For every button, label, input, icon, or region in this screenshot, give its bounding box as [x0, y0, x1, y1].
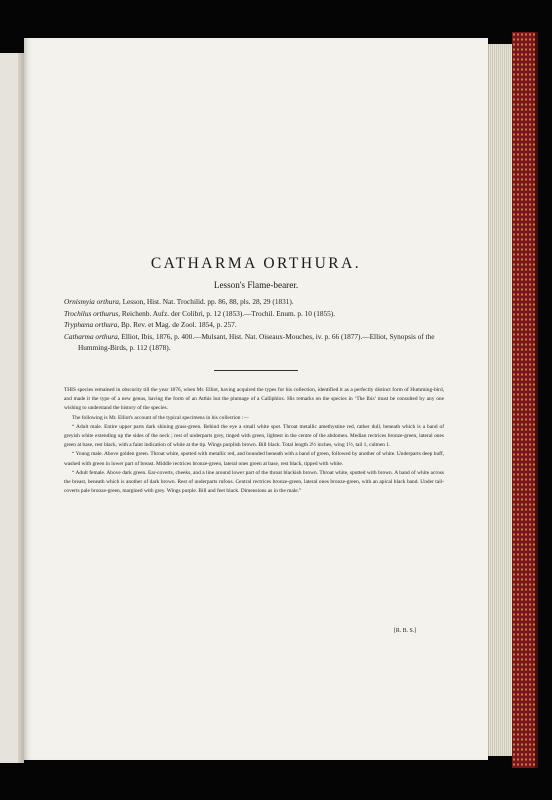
body-paragraph: The following is Mr. Elliot's account of the typical specimens in his collection :— — [72, 414, 249, 421]
reference-text: Bp. Rev. et Mag. de Zool. 1854, p. 257. — [120, 320, 237, 329]
reference-text: Elliot, Ibis, 1876, p. 400.—Mulsant, Hist. Nat. Oiseaux-Mouches, iv. p. 66 (1877).—Elliot, Synopsis of the Humming-Birds, p. 112 (1878). — [78, 331, 435, 352]
left-page-edge — [0, 53, 24, 763]
reference-name: Tryphæna orthura, — [64, 320, 120, 329]
author-signature: [R. B. S.] — [394, 628, 417, 634]
page-stack-edge — [488, 44, 513, 756]
body-paragraph: “ Young male. Above golden green. Throat white, spotted with metallic red, and bounded beneath with a band of green, followed by another of white. Underparts deep buff, washed with green in lower part of breast. Middle rectrices bronze-green, lateral ones green at base, rest black, tipped with white. — [64, 451, 444, 467]
reference-text: Lesson, Hist. Nat. Trochilid. pp. 86, 88, pls. 28, 29 (1831). — [122, 297, 294, 306]
body-paragraph: “ Adult female. Above dark green. Ear-coverts, cheeks, and a line around lower part of the throat blackish brown. Throat white, spotted with brown. A band of white across the breast, beneath which is another of dark brown. Rest of underparts rufous. Central rectrices bronze-green, lateral ones bronze-green, with an apical black band. Under tail-coverts pale bronze-green, margined with grey. Wings purple. Bill and feet black. Dimensions as in the male.” — [64, 469, 444, 495]
reference-name: Trochilus orthurus, — [64, 308, 121, 318]
page-subtitle: Lesson's Flame-bearer. — [213, 280, 299, 290]
reference-entry — [64, 331, 444, 354]
book-page — [24, 38, 488, 760]
synonymy-references — [64, 296, 444, 354]
reference-entry — [64, 296, 444, 308]
reference-name: Ornismyia orthura, — [64, 297, 121, 306]
page-title: CATHARMA ORTHURA. — [150, 255, 362, 272]
reference-entry — [64, 319, 444, 331]
reference-text: Reichenb. Aufz. der Colibri, p. 12 (1853).—Trochil. Enum. p. 10 (1855). — [121, 308, 336, 318]
reference-entry — [64, 308, 444, 320]
body-paragraph: “ Adult male. Entire upper parts dark shining grass-green. Behind the eye a small white spot. Throat metallic amethystine red, rather dull, beneath which is a band of greyish white extending up the sides of the neck ; rest of underparts grey, tinged with green, lightest in the centre of the abdomen. Median rectrices bronze-green, lateral ones green at base, rest black, with a faint indication of white at the tip. Wings purplish brown. Bill black. Total length 2½ inches, wing 1½, tail 1, culmen 1. — [64, 423, 444, 449]
book-cover — [512, 32, 538, 768]
section-divider — [214, 370, 298, 371]
body-paragraph: THIS species remained in obscurity till the year 1876, when Mr. Elliot, having acquired the types for his collection, identified it as a perfectly distinct form of Humming-bird, and made it the type of a new genus, having the form of an Atthis but the plumage of a Calliphlox. His remarks on the species in ‘The Ibis’ must be consulted by any one wishing to understand the history of the species. — [64, 387, 444, 412]
reference-name: Catharma orthura, — [64, 331, 120, 341]
body-text — [64, 386, 444, 496]
